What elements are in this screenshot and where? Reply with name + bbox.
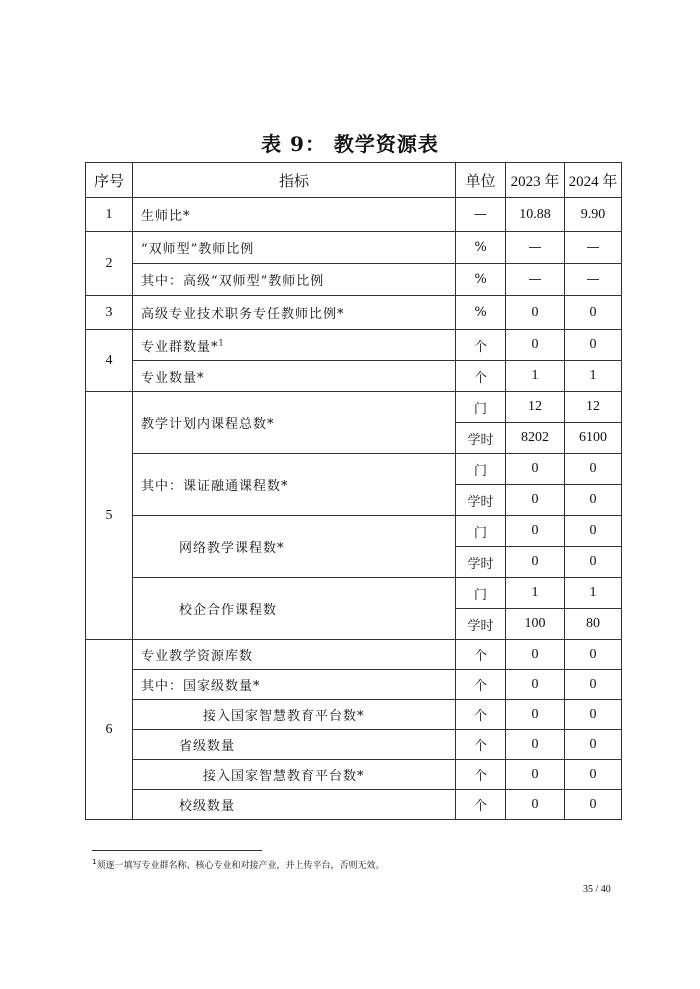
header-unit: 单位 <box>456 163 506 198</box>
row-value-2023: 12 <box>506 392 565 423</box>
row-label: 专业数量* <box>133 361 456 392</box>
row-seq: 5 <box>86 392 133 640</box>
row-label: 其中：高级“双师型”教师比例 <box>133 264 456 296</box>
footnote-text: 须逐一填写专业群名称、核心专业和对接产业，并上传平台，否则无效。 <box>96 861 385 871</box>
row-seq: 4 <box>86 330 133 392</box>
row-value-2023: 0 <box>506 454 565 485</box>
row-value-2023: 0 <box>506 516 565 547</box>
row-value-2024: 0 <box>565 700 622 730</box>
row-unit: 门 <box>456 578 506 609</box>
table-row <box>86 700 622 730</box>
row-unit: % <box>456 232 506 264</box>
row-unit: 个 <box>456 640 506 670</box>
footnote <box>92 858 384 871</box>
table-row <box>86 232 622 264</box>
row-value-2023: 0 <box>506 330 565 361</box>
row-value-2023: 0 <box>506 760 565 790</box>
row-value-2023: 1 <box>506 361 565 392</box>
table-row <box>86 578 622 609</box>
row-label: 省级数量 <box>133 730 456 760</box>
row-value-2023: 1 <box>506 578 565 609</box>
row-value-2024: 6100 <box>565 423 622 454</box>
row-value-2024: 80 <box>565 609 622 640</box>
table-row <box>86 296 622 330</box>
row-seq: 1 <box>86 198 133 232</box>
row-label: “双师型”教师比例 <box>133 232 456 264</box>
row-value-2024: 0 <box>565 296 622 330</box>
row-seq: 2 <box>86 232 133 296</box>
row-unit: 门 <box>456 516 506 547</box>
row-value-2024: 0 <box>565 640 622 670</box>
row-value-2024: 0 <box>565 330 622 361</box>
row-value-2024: 1 <box>565 578 622 609</box>
row-unit: % <box>456 296 506 330</box>
row-unit: 个 <box>456 361 506 392</box>
row-value-2023: 0 <box>506 547 565 578</box>
row-value-2023: 0 <box>506 296 565 330</box>
table-row <box>86 361 622 392</box>
row-label: 接入国家智慧教育平台数* <box>133 760 456 790</box>
row-value-2024: 9.90 <box>565 198 622 232</box>
table-row <box>86 760 622 790</box>
row-value-2024: 0 <box>565 760 622 790</box>
row-value-2024: 0 <box>565 547 622 578</box>
row-unit: 学时 <box>456 547 506 578</box>
row-unit: 个 <box>456 330 506 361</box>
row-unit: 学时 <box>456 485 506 516</box>
table-row <box>86 330 622 361</box>
header-2023: 2023 年 <box>506 163 565 198</box>
row-value-2023: 10.88 <box>506 198 565 232</box>
row-value-2024: 0 <box>565 516 622 547</box>
row-value-2024: 0 <box>565 790 622 820</box>
row-label: 接入国家智慧教育平台数* <box>133 700 456 730</box>
row-unit: % <box>456 264 506 296</box>
row-value-2023: — <box>506 264 565 296</box>
table-row <box>86 264 622 296</box>
table-row <box>86 454 622 485</box>
header-2024: 2024 年 <box>565 163 622 198</box>
row-label: 其中：课证融通课程数* <box>133 454 456 516</box>
row-value-2024: 12 <box>565 392 622 423</box>
row-value-2023: 8202 <box>506 423 565 454</box>
teaching-resources-table <box>85 162 622 820</box>
row-label-text: 专业群数量* <box>141 339 219 355</box>
row-value-2024: — <box>565 232 622 264</box>
row-seq: 6 <box>86 640 133 820</box>
row-label <box>133 330 456 361</box>
row-unit: 门 <box>456 392 506 423</box>
row-unit: 学时 <box>456 423 506 454</box>
table-row <box>86 730 622 760</box>
row-label: 其中：国家级数量* <box>133 670 456 700</box>
table-row <box>86 790 622 820</box>
row-value-2023: 0 <box>506 485 565 516</box>
table-header-row <box>86 163 622 198</box>
row-value-2023: 0 <box>506 790 565 820</box>
row-value-2024: 0 <box>565 485 622 516</box>
row-unit: 个 <box>456 700 506 730</box>
row-unit: 个 <box>456 730 506 760</box>
header-seq: 序号 <box>86 163 133 198</box>
table-row <box>86 516 622 547</box>
row-value-2023: 0 <box>506 670 565 700</box>
row-value-2024: 0 <box>565 730 622 760</box>
row-label: 生师比* <box>133 198 456 232</box>
row-unit: 个 <box>456 670 506 700</box>
row-label: 教学计划内课程总数* <box>133 392 456 454</box>
row-label: 网络教学课程数* <box>133 516 456 578</box>
row-label: 校企合作课程数 <box>133 578 456 640</box>
table-row <box>86 198 622 232</box>
row-label: 高级专业技术职务专任教师比例* <box>133 296 456 330</box>
row-value-2023: 0 <box>506 730 565 760</box>
table-row <box>86 640 622 670</box>
row-value-2024: — <box>565 264 622 296</box>
row-value-2023: 0 <box>506 700 565 730</box>
table-title: 表 9： 教学资源表 <box>261 132 439 156</box>
row-unit: — <box>456 198 506 232</box>
row-value-2023: 0 <box>506 640 565 670</box>
row-seq: 3 <box>86 296 133 330</box>
row-unit: 学时 <box>456 609 506 640</box>
row-unit: 个 <box>456 760 506 790</box>
row-value-2024: 0 <box>565 454 622 485</box>
row-value-2024: 1 <box>565 361 622 392</box>
row-value-2023: — <box>506 232 565 264</box>
footnote-number: 1 <box>92 858 97 866</box>
page-number: 35 / 40 <box>583 884 611 895</box>
row-label: 专业教学资源库数 <box>133 640 456 670</box>
header-indicator: 指标 <box>133 163 456 198</box>
row-label: 校级数量 <box>133 790 456 820</box>
row-unit: 个 <box>456 790 506 820</box>
footnote-mark: 1 <box>218 338 225 348</box>
row-value-2024: 0 <box>565 670 622 700</box>
row-value-2023: 100 <box>506 609 565 640</box>
row-unit: 门 <box>456 454 506 485</box>
table-row <box>86 670 622 700</box>
footnote-divider <box>92 850 262 851</box>
table-row <box>86 392 622 423</box>
